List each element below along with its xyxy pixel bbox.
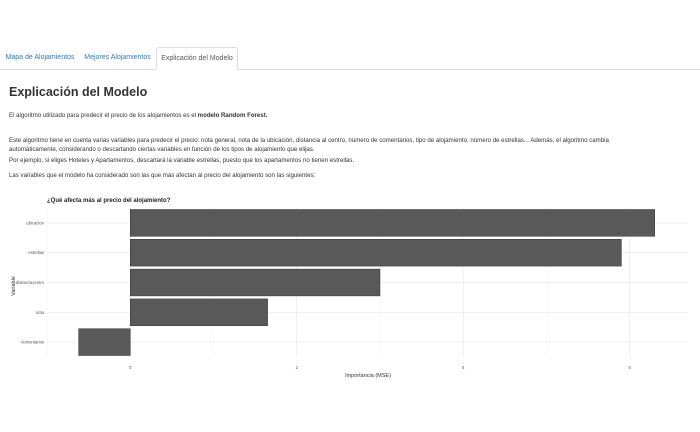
intro-text: El algoritmo utilizado para predecir el precio de los alojamientos es el bbox=[9, 112, 198, 119]
category-label: estrellas bbox=[28, 250, 44, 256]
category-label: nota bbox=[35, 309, 44, 315]
tab-mejores-alojamientos[interactable]: Mejores Alojamientos bbox=[84, 54, 151, 61]
model-name: modelo Random Forest. bbox=[197, 112, 268, 119]
variables-paragraph bbox=[9, 136, 609, 154]
example-paragraph: Por ejemplo, si eliges Hoteles y Apartamentos, descartará la variable estrellas, puesto que los apartamentos no tienen estrellas. bbox=[9, 157, 355, 164]
y-axis-title: Variable bbox=[11, 276, 17, 296]
chart-category-labels bbox=[16, 220, 45, 344]
chart-title: ¿Qué afecta más al precio del alojamiento? bbox=[47, 198, 171, 204]
variables-intro-paragraph: Las variables que el modelo ha considerado son las que más afectan al precio del alojamiento son las siguientes: bbox=[9, 172, 316, 179]
x-axis-title: Importancia (MSE) bbox=[345, 373, 391, 379]
tab-bar bbox=[0, 47, 700, 70]
tab-explicacion-modelo[interactable]: Explicación del Modelo bbox=[156, 47, 238, 70]
tick-label: 0 bbox=[129, 365, 132, 370]
variables-line-2: automáticamente, considerando o descartando ciertas variables en función de los tipos de alojamiento que elijas. bbox=[9, 146, 315, 153]
intro-paragraph bbox=[9, 111, 267, 120]
tab-mapa-alojamientos[interactable]: Mapa de Alojamientos bbox=[5, 54, 75, 61]
bar-nota bbox=[130, 299, 267, 326]
bar-comentarios bbox=[79, 329, 131, 356]
category-label: distanciacentro bbox=[15, 280, 44, 285]
tick-label: 6 bbox=[628, 365, 631, 370]
chart-tick-labels bbox=[129, 365, 631, 370]
bar-ubicacion bbox=[130, 209, 654, 236]
category-label: ubicacion bbox=[26, 220, 44, 226]
tick-label: 2 bbox=[295, 365, 298, 370]
bar-distanciacentro bbox=[130, 269, 380, 296]
page-title: Explicación del Modelo bbox=[9, 85, 148, 99]
category-label: comentarios bbox=[21, 339, 44, 345]
variables-line-1: Este algoritmo tiene en cuenta varias variables para predecir el precio: nota general, nota de la ubicación, distancia al centro, número de comentarios, tipo de alojamiento, número de estrellas... Además, el algoritmo cambia bbox=[9, 137, 609, 144]
tick-label: 4 bbox=[462, 365, 465, 370]
bar-estrellas bbox=[130, 239, 621, 266]
importance-bar-chart bbox=[0, 190, 700, 390]
